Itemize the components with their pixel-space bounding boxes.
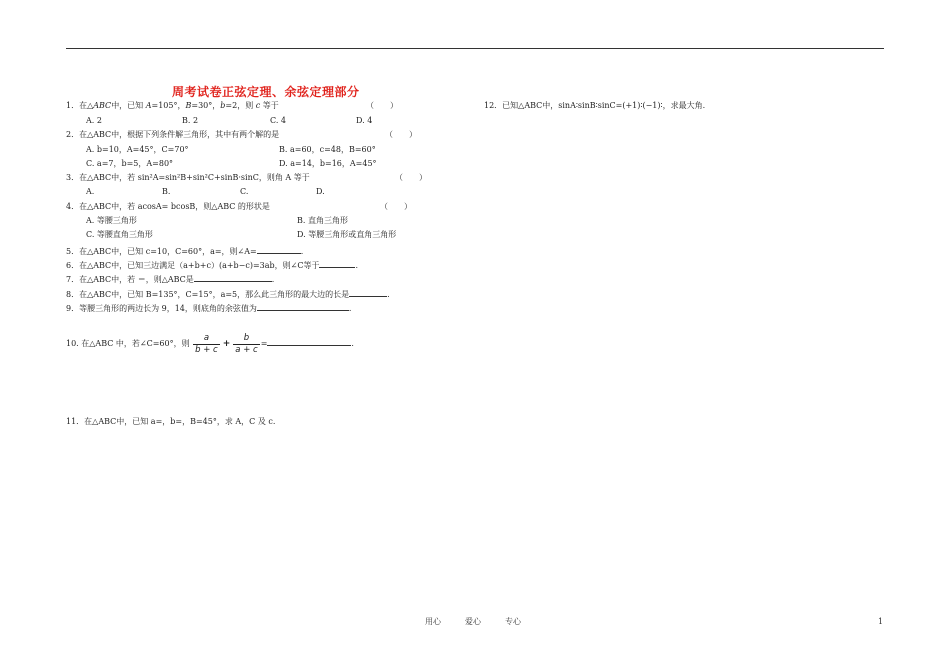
question-6 (66, 259, 358, 271)
q1-number: 1． (66, 101, 80, 110)
question-2: 2．在△ABC中，根据下列条件解三角形，其中有两个解的是 (66, 130, 280, 139)
footer-item-3: 专心 (505, 617, 521, 626)
q10-end: . (351, 339, 354, 348)
footer-item-1: 用心 (425, 617, 441, 626)
q2-option-b[interactable]: B. a=60，c=48，B=60° (279, 145, 376, 154)
question-3: 3．在△ABC中，若 sin²A=sin²B+sin²C+sinB·sinC，则角 A 等于 (66, 173, 310, 182)
q1-eq3: =2，则 (225, 101, 256, 110)
question-7 (66, 273, 274, 285)
q1-option-b[interactable]: B. 2 (182, 116, 199, 125)
q2-option-c[interactable]: C. a=7，b=5，A=80° (86, 159, 174, 168)
q6-text: 6．在△ABC中，已知三边满足（a+b+c）(a+b−c)=3ab，则∠C等于 (66, 261, 320, 270)
q6-end: . (355, 261, 359, 270)
q10-text: 10. 在△ABC 中，若∠C=60°，则 (66, 339, 190, 348)
question-11: 11．在△ABC中，已知 a=，b=，B=45°，求 A，C 及 c. (66, 417, 276, 426)
q1-answer-paren[interactable]: （ ） (366, 101, 398, 110)
q1-option-c[interactable]: C. 4 (270, 116, 287, 125)
question-10 (66, 330, 354, 358)
page-number: 1 (878, 617, 884, 626)
q10-equals: = (260, 339, 268, 348)
question-8 (66, 288, 390, 300)
q10-fraction-1 (193, 333, 220, 356)
q7-answer-blank[interactable] (194, 273, 272, 282)
q1-eq1: =105°， (151, 101, 186, 110)
q8-end: . (387, 290, 390, 299)
question-5 (66, 245, 303, 257)
q1-text: 在△ (79, 101, 94, 110)
q8-text: 8．在△ABC中，已知 B=135°，C=15°，a=5，那么此三角形的最大边的长是 (66, 290, 350, 299)
q9-end: . (348, 304, 352, 313)
q1-eq2: =30°， (191, 101, 221, 110)
question-12: 12．已知△ABC中，sinA∶sinB∶sinC=(+1)∶(−1)∶，求最大角. (484, 101, 706, 110)
q1-option-a[interactable]: A. 2 (86, 116, 102, 125)
q4-option-a[interactable]: A. 等腰三角形 (86, 216, 137, 225)
q2-option-a[interactable]: A. b=10，A=45°，C=70° (86, 145, 189, 154)
q4-option-c[interactable]: C. 等腰直角三角形 (86, 230, 153, 239)
q10-fraction-2 (233, 333, 259, 356)
header-rule (66, 48, 884, 49)
q7-end: . (271, 275, 275, 284)
q9-text: 9．等腰三角形的两边长为 9，14，则底角的余弦值为 (66, 304, 257, 313)
q10-plus: + (222, 339, 231, 349)
q5-end: . (300, 247, 304, 256)
q1-var-lb: b (220, 101, 226, 110)
q1-var-a: A (145, 101, 152, 110)
q10-frac2-numerator: b (243, 332, 250, 343)
q1-var-b: B (185, 101, 192, 110)
question-4: 4．在△ABC中，若 acosA= bcosB，则△ABC 的形状是 (66, 202, 270, 211)
q1-text-b: 中，已知 (111, 101, 146, 110)
q10-frac1-denominator: b + c (195, 344, 218, 355)
q1-eq4: 等于 (260, 101, 279, 110)
q10-frac1-numerator: a (203, 332, 210, 343)
q1-abc: ABC (93, 101, 112, 110)
q1-var-c: c (255, 101, 261, 110)
q4-option-d[interactable]: D. 等腰三角形或直角三角形 (297, 230, 397, 239)
q3-option-d[interactable]: D. (316, 187, 325, 196)
question-9 (66, 302, 351, 314)
footer-motto (425, 616, 545, 627)
q2-answer-paren[interactable]: （ ） (385, 130, 417, 139)
page-title: 周考试卷正弦定理、余弦定理部分 (172, 85, 360, 99)
question-1 (66, 101, 279, 111)
q9-answer-blank[interactable] (257, 302, 349, 311)
q6-answer-blank[interactable] (319, 259, 355, 268)
q10-answer-blank[interactable] (267, 337, 351, 346)
q3-option-a[interactable]: A. (86, 187, 95, 196)
q10-frac2-denominator: a + c (235, 344, 258, 355)
q5-answer-blank[interactable] (257, 245, 301, 254)
q7-text: 7．在△ABC中，若 ＝，则△ABC是 (66, 275, 194, 284)
q4-answer-paren[interactable]: （ ） (380, 202, 412, 211)
q3-answer-paren[interactable]: （ ） (395, 173, 427, 182)
q3-option-b[interactable]: B. (162, 187, 171, 196)
q2-option-d[interactable]: D. a=14，b=16，A=45° (279, 159, 377, 168)
q1-option-d[interactable]: D. 4 (356, 116, 373, 125)
q4-option-b[interactable]: B. 直角三角形 (297, 216, 348, 225)
footer-item-2: 爱心 (465, 617, 481, 626)
q3-option-c[interactable]: C. (240, 187, 249, 196)
q8-answer-blank[interactable] (349, 288, 387, 297)
q5-text: 5．在△ABC中，已知 c=10，C=60°，a=，则∠A= (66, 247, 257, 256)
